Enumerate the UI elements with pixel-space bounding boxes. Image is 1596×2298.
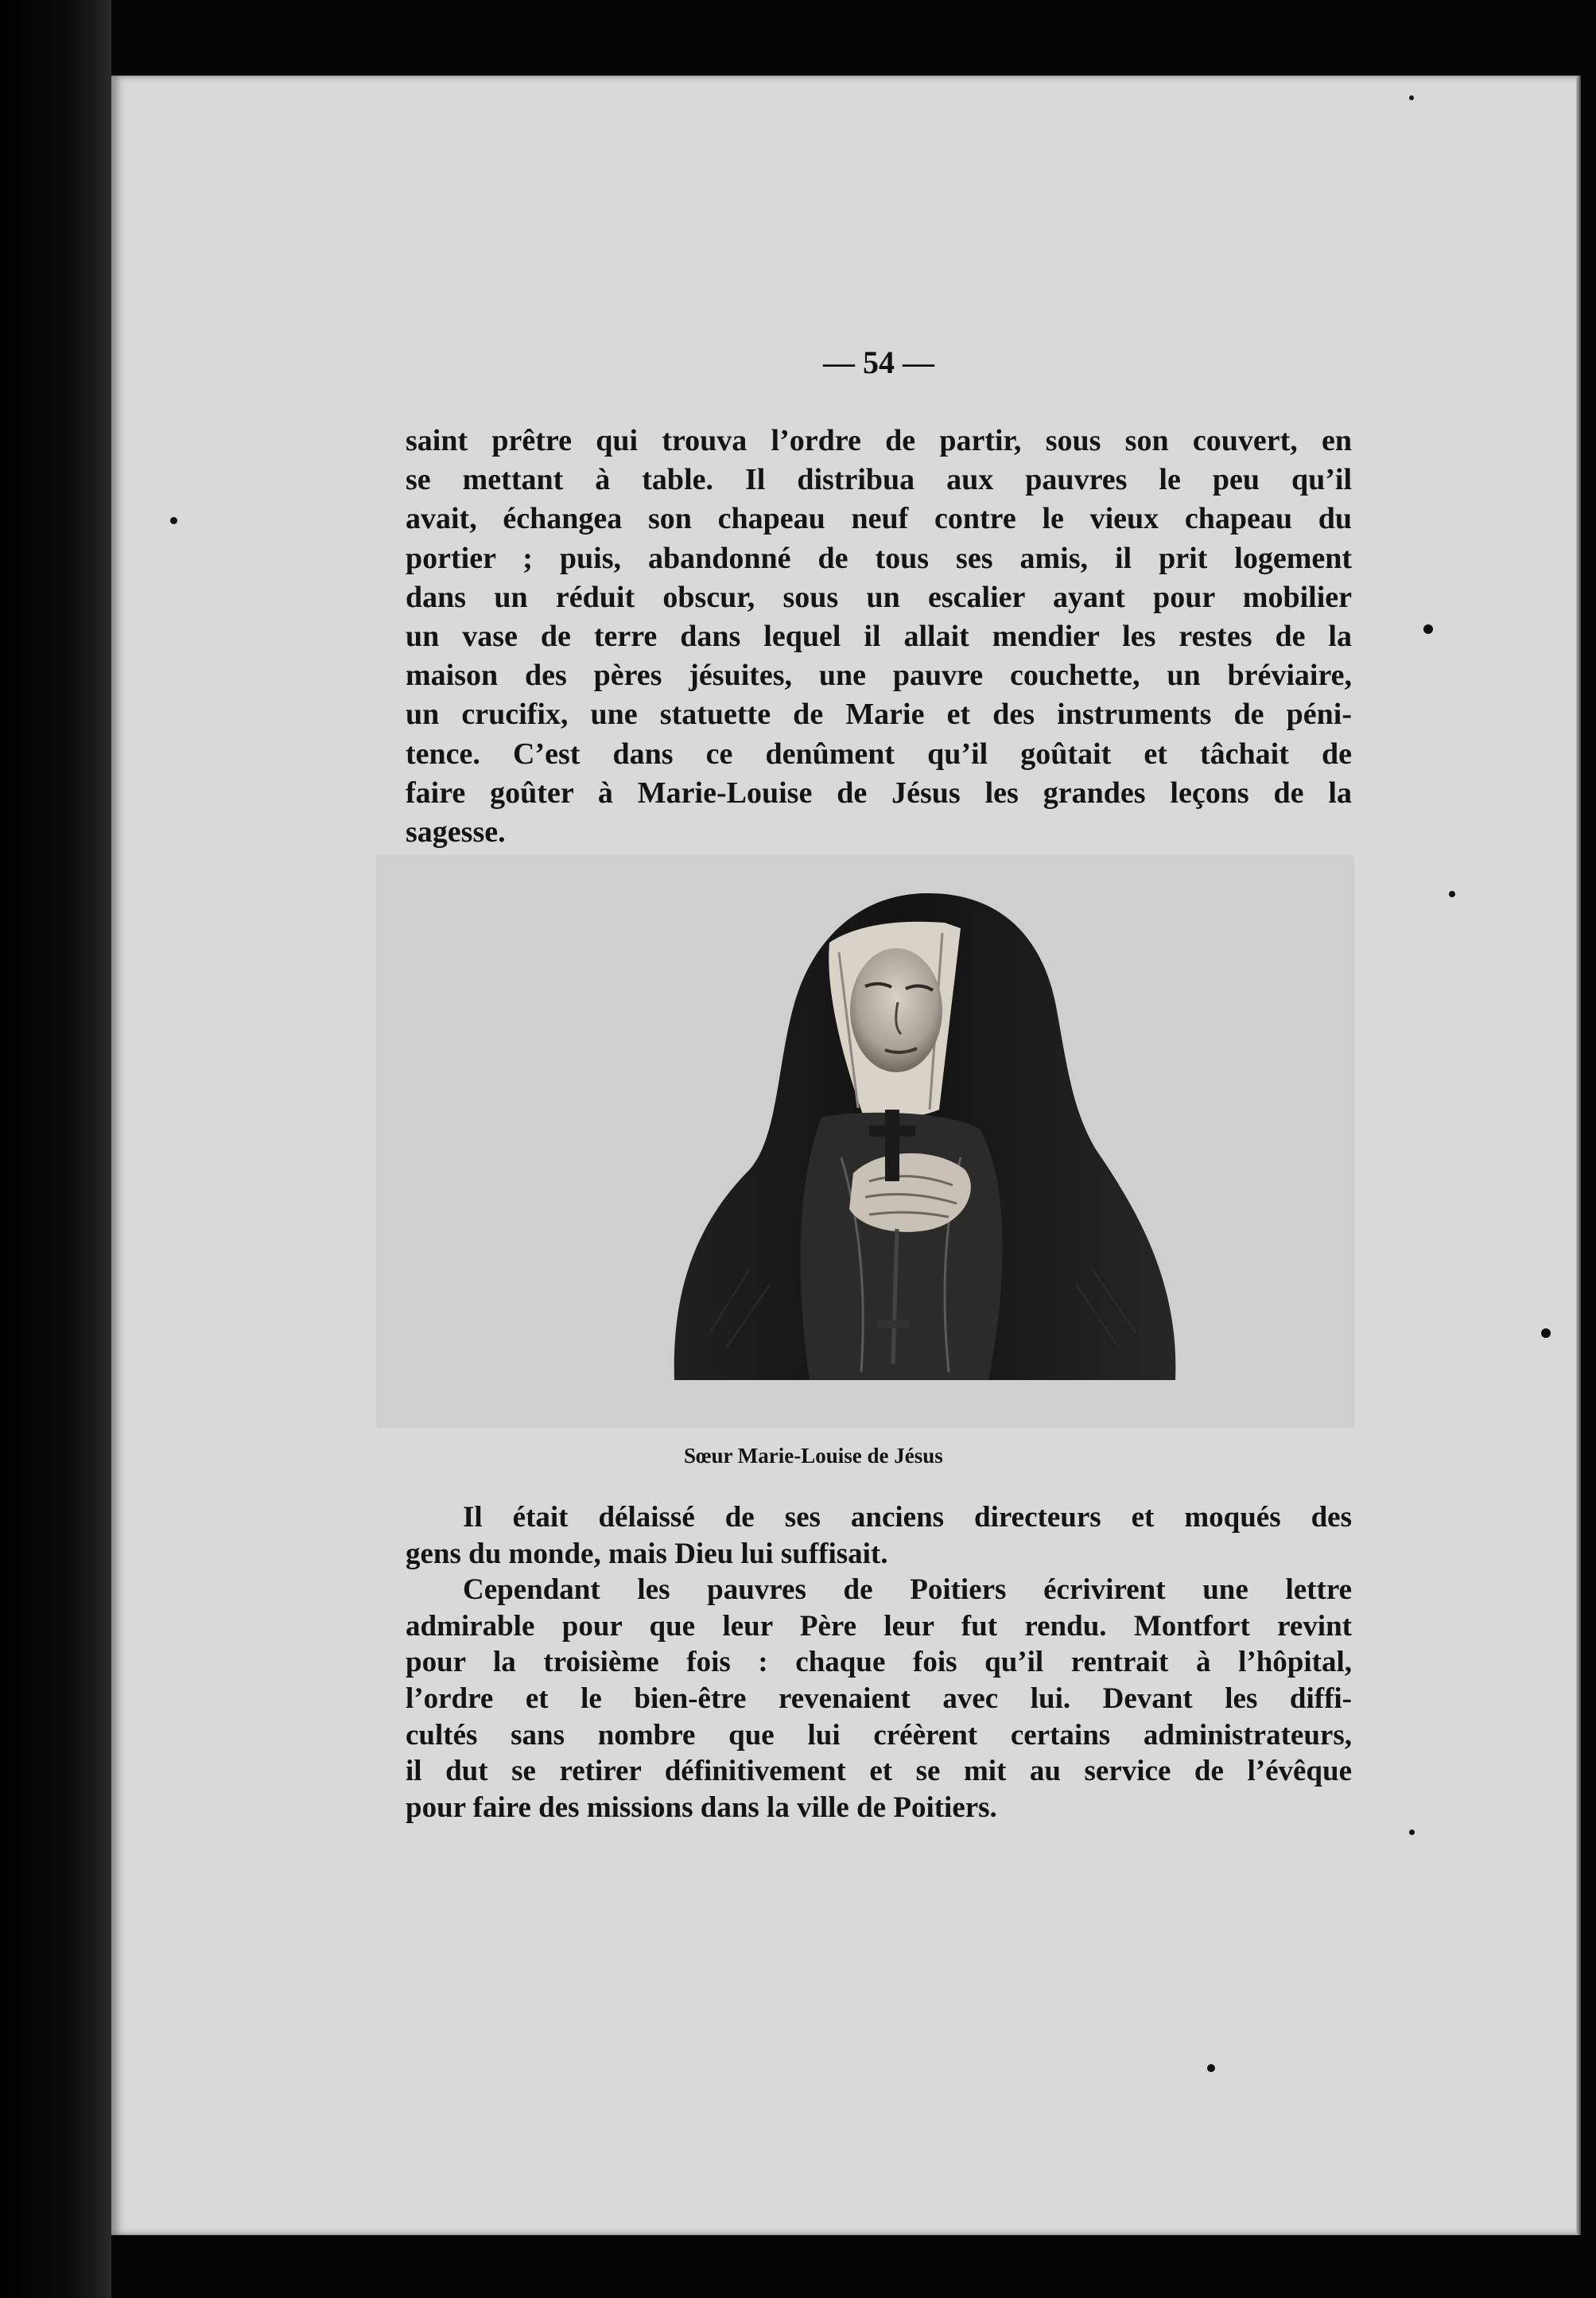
text-line: avait, échangea son chapeau neuf contre le vieux chapeau du — [406, 502, 1352, 536]
page-edge — [1576, 76, 1581, 2235]
scan-speck — [1541, 1328, 1551, 1338]
text-line: l’ordre et le bien-être revenaient avec lui. Devant les diffi- — [406, 1682, 1352, 1715]
text-line: admirable pour que leur Père leur fut rendu. Montfort revint — [406, 1609, 1352, 1643]
text-line: un crucifix, une statuette de Marie et des instruments de péni- — [406, 698, 1352, 732]
nun-portrait-illustration — [376, 855, 1354, 1428]
upper-paragraph — [406, 422, 1352, 852]
text-line: pour faire des missions dans la ville de Poitiers. — [406, 1791, 997, 1824]
text-line: pour la troisième fois : chaque fois qu’il rentrait à l’hôpital, — [406, 1646, 1352, 1679]
text-line: Il était délaissé de ses anciens directeurs et moqués des — [463, 1501, 1352, 1534]
text-line: dans un réduit obscur, sous un escalier ayant pour mobilier — [406, 580, 1352, 614]
text-line: tence. C’est dans ce denûment qu’il goûtait et tâchait de — [406, 737, 1352, 771]
text-line: Cependant les pauvres de Poitiers écrivirent une lettre — [463, 1573, 1352, 1607]
scan-speck — [1409, 95, 1414, 100]
scan-speck — [1423, 624, 1433, 634]
lower-paragraphs — [406, 1499, 1352, 1826]
text-line: maison des pères jésuites, une pauvre couchette, un bréviaire, — [406, 659, 1352, 693]
text-line: faire goûter à Marie-Louise de Jésus les grandes leçons de la — [406, 776, 1352, 810]
scan-speck — [1207, 2064, 1215, 2072]
illustration-caption: Sœur Marie-Louise de Jésus — [684, 1444, 943, 1468]
text-line: portier ; puis, abandonné de tous ses amis, il prit logement — [406, 541, 1352, 575]
text-line: sagesse. — [406, 815, 506, 850]
scan-left-margin — [0, 0, 111, 2298]
page-number: — 54 — — [823, 344, 934, 380]
text-line: cultés sans nombre que lui créèrent certains administrateurs, — [406, 1718, 1352, 1752]
text-line: gens du monde, mais Dieu lui suffisait. — [406, 1537, 888, 1570]
text-line: se mettant à table. Il distribua aux pauvres le peu qu’il — [406, 463, 1352, 497]
scan-speck — [1409, 1829, 1415, 1835]
scan-speck — [170, 517, 177, 524]
text-line: saint prêtre qui trouva l’ordre de partir, sous son couvert, en — [406, 424, 1352, 457]
text-line: il dut se retirer définitivement et se mit au service de l’évêque — [406, 1755, 1352, 1788]
scan-speck — [1449, 891, 1455, 897]
text-line: un vase de terre dans lequel il allait mendier les restes de la — [406, 620, 1352, 654]
